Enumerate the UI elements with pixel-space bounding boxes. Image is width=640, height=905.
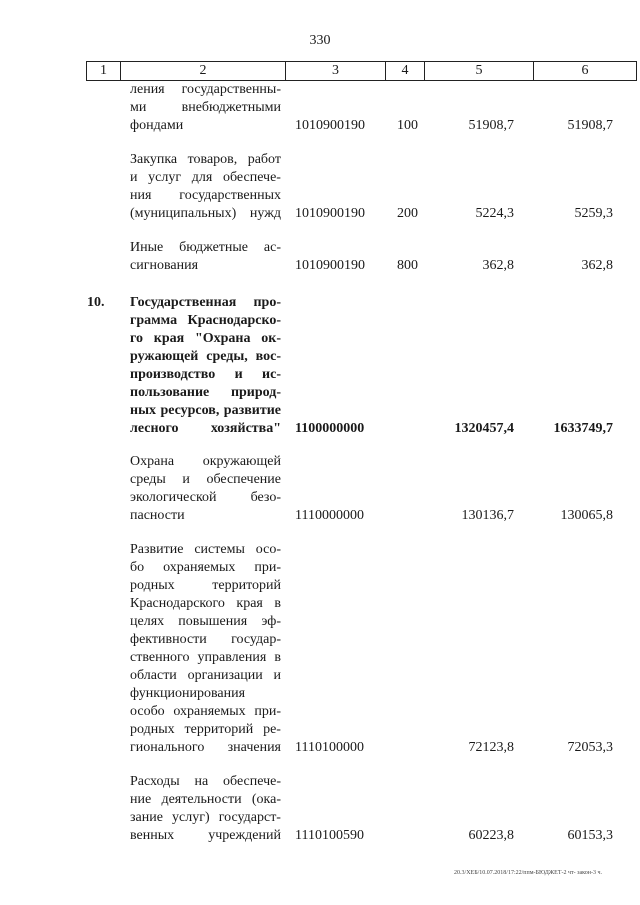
row-value-2019: 51908,7 [468, 118, 514, 133]
row-line: грамма Краснодарско- [130, 313, 281, 328]
row-type: 800 [397, 258, 418, 273]
row-value-2019: 60223,8 [468, 828, 514, 843]
row-line: Расходы на обеспече- [130, 774, 281, 789]
row-line: и услуг для обеспече- [130, 170, 281, 185]
row-description [130, 239, 281, 275]
document-footer: 20.3/ХЕБ/10.07.2018/17:22/ппм-БЮДЖЕТ-2 чт- закон-3 ч. [454, 870, 602, 876]
row-line: производство и ис- [130, 367, 281, 382]
row-code: 1010900190 [295, 206, 365, 221]
row-line: пользование природ- [130, 385, 281, 400]
row-line: родных территорий ре- [130, 722, 281, 737]
row-line: ми внебюджетными [130, 100, 281, 115]
row-line: ственного управления в [130, 650, 281, 665]
table-header [86, 61, 637, 81]
row-line: лесного хозяйства" [130, 421, 281, 436]
row-line: сигнования [130, 258, 199, 273]
row-line: Иные бюджетные ас- [130, 240, 281, 255]
row-line: гионального значения [130, 740, 281, 755]
row-value-2019: 1320457,4 [454, 421, 514, 436]
row-value-2020: 60153,3 [567, 828, 613, 843]
row-line: родных территорий [130, 578, 281, 593]
row-code: 1110100000 [295, 740, 364, 755]
row-line: Закупка товаров, работ [130, 152, 281, 167]
row-line: среды и обеспечение [130, 472, 281, 487]
row-line: венных учреждений [130, 828, 281, 843]
row-line: особо охраняемых при- [130, 704, 281, 719]
row-value-2019: 5224,3 [475, 206, 514, 221]
row-line: ных ресурсов, развитие [130, 403, 281, 418]
row-line: бо охраняемых при- [130, 560, 281, 575]
row-value-2020: 362,8 [581, 258, 613, 273]
row-description [130, 773, 281, 845]
row-line: функционирования [130, 686, 246, 701]
row-description [130, 151, 281, 223]
row-line: целях повышения эф- [130, 614, 281, 629]
row-value-2020: 5259,3 [574, 206, 613, 221]
row-description [130, 541, 281, 757]
row-line: экологической безо- [130, 490, 281, 505]
row-line: Государственная про- [130, 295, 281, 310]
row-line: ние деятельности (ока- [130, 792, 281, 807]
row-line: зание услуг) государст- [130, 810, 281, 825]
row-description [130, 294, 281, 438]
header-col-1: 1 [87, 62, 121, 81]
row-code: 1010900190 [295, 118, 365, 133]
row-value-2020: 72053,3 [567, 740, 613, 755]
row-number: 10. [87, 295, 105, 310]
row-line: го края "Охрана ок- [130, 331, 281, 346]
row-description [130, 81, 281, 135]
header-col-3: 3 [286, 62, 386, 81]
row-line: ления государственны- [130, 82, 281, 97]
row-type: 200 [397, 206, 418, 221]
row-line: (муниципальных) нужд [130, 206, 281, 221]
row-code: 1110100590 [295, 828, 364, 843]
row-line: фондами [130, 118, 184, 133]
header-col-5: 5 [425, 62, 534, 81]
header-col-4: 4 [386, 62, 425, 81]
header-col-6: 6 [534, 62, 637, 81]
row-value-2019: 362,8 [482, 258, 514, 273]
row-value-2020: 1633749,7 [553, 421, 613, 436]
header-col-2: 2 [121, 62, 286, 81]
row-line: Развитие системы осо- [130, 542, 281, 557]
row-value-2020: 130065,8 [560, 508, 613, 523]
row-value-2019: 72123,8 [468, 740, 514, 755]
row-type: 100 [397, 118, 418, 133]
row-line: ружающей среды, вос- [130, 349, 281, 364]
row-code: 1100000000 [295, 421, 365, 436]
row-code: 1110000000 [295, 508, 364, 523]
row-value-2019: 130136,7 [461, 508, 514, 523]
row-description [130, 453, 281, 525]
row-value-2020: 51908,7 [567, 118, 613, 133]
row-code: 1010900190 [295, 258, 365, 273]
page-number: 330 [309, 33, 331, 48]
row-line: Охрана окружающей [130, 454, 281, 469]
row-line: Краснодарского края в [130, 596, 281, 611]
row-line: фективности государ- [130, 632, 281, 647]
row-line: ния государственных [130, 188, 281, 203]
row-line: области организации и [130, 668, 281, 683]
row-line: пасности [130, 508, 185, 523]
